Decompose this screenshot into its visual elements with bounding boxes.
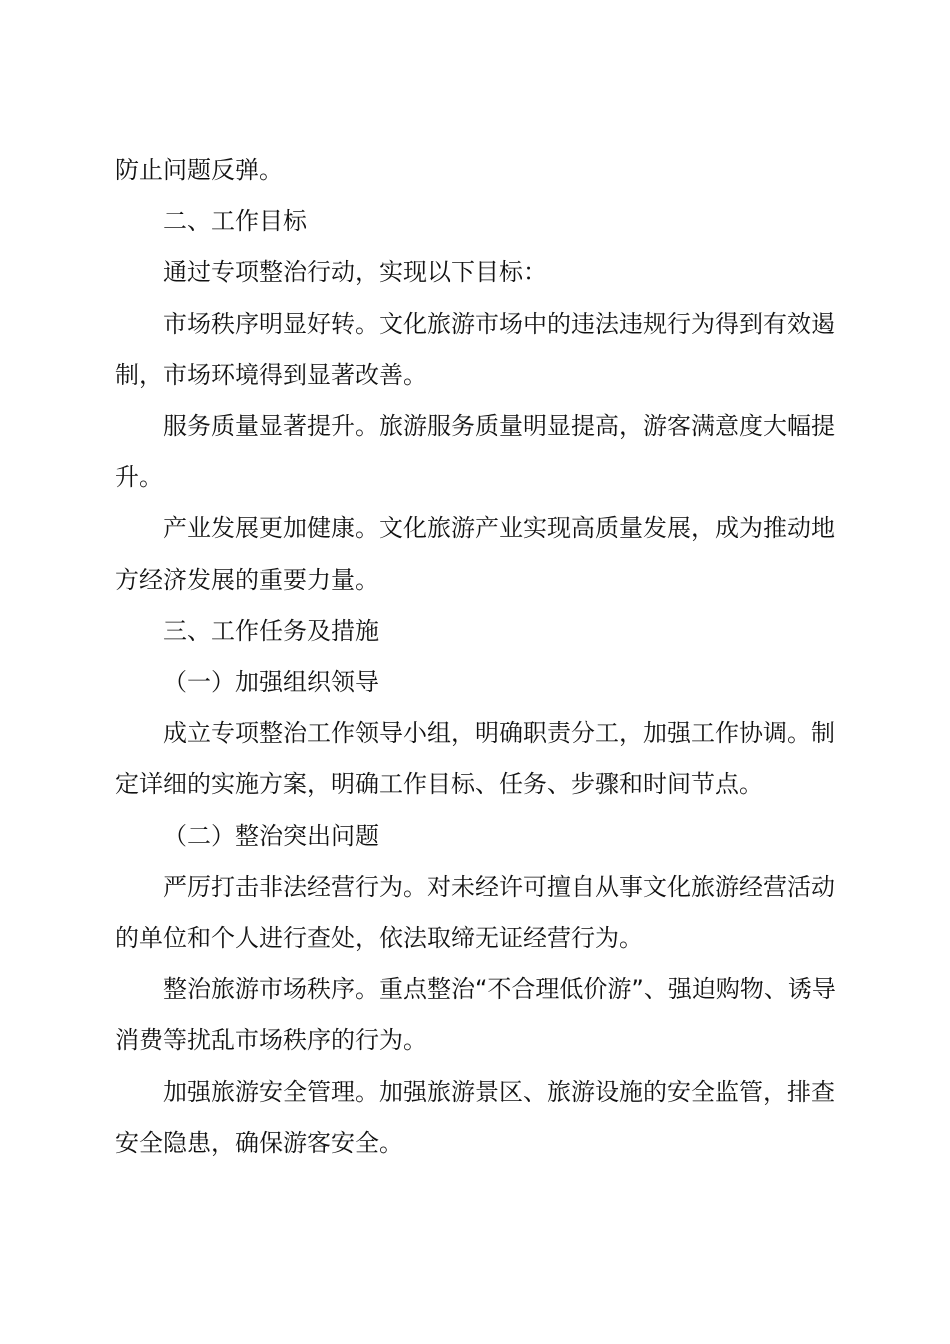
subheading-problems: （二）整治突出问题	[163, 821, 379, 850]
section-heading-goals: 二、工作目标	[163, 207, 307, 236]
paragraph-continuation: 防止问题反弹。	[115, 156, 283, 184]
paragraph-goals-intro: 通过专项整治行动，实现以下目标：	[163, 258, 547, 287]
paragraph-market-order: 整治旅游市场秩序。重点整治“不合理低价游”、强迫购物、诱导消费等扰乱市场秩序的行为。	[115, 975, 836, 1055]
paragraph-goal-market-order: 市场秩序明显好转。文化旅游市场中的违法违规行为得到有效遏制，市场环境得到显著改善。	[115, 309, 835, 389]
paragraph-organization: 成立专项整治工作领导小组，明确职责分工，加强工作协调。制定详细的实施方案，明确工作目标、任务、步骤和时间节点。	[115, 719, 835, 799]
paragraph-goal-service-quality: 服务质量显著提升。旅游服务质量明显提高，游客满意度大幅提升。	[115, 412, 835, 492]
paragraph-safety: 加强旅游安全管理。加强旅游景区、旅游设施的安全监管，排查安全隐患，确保游客安全。	[115, 1077, 835, 1157]
paragraph-illegal-business: 严厉打击非法经营行为。对未经许可擅自从事文化旅游经营活动的单位和个人进行查处，依法取缔无证经营行为。	[115, 872, 835, 953]
document-body	[115, 145, 839, 1169]
paragraph-goal-industry: 产业发展更加健康。文化旅游产业实现高质量发展，成为推动地方经济发展的重要力量。	[115, 514, 835, 594]
section-heading-tasks: 三、工作任务及措施	[163, 616, 379, 645]
subheading-organization: （一）加强组织领导	[163, 668, 379, 697]
